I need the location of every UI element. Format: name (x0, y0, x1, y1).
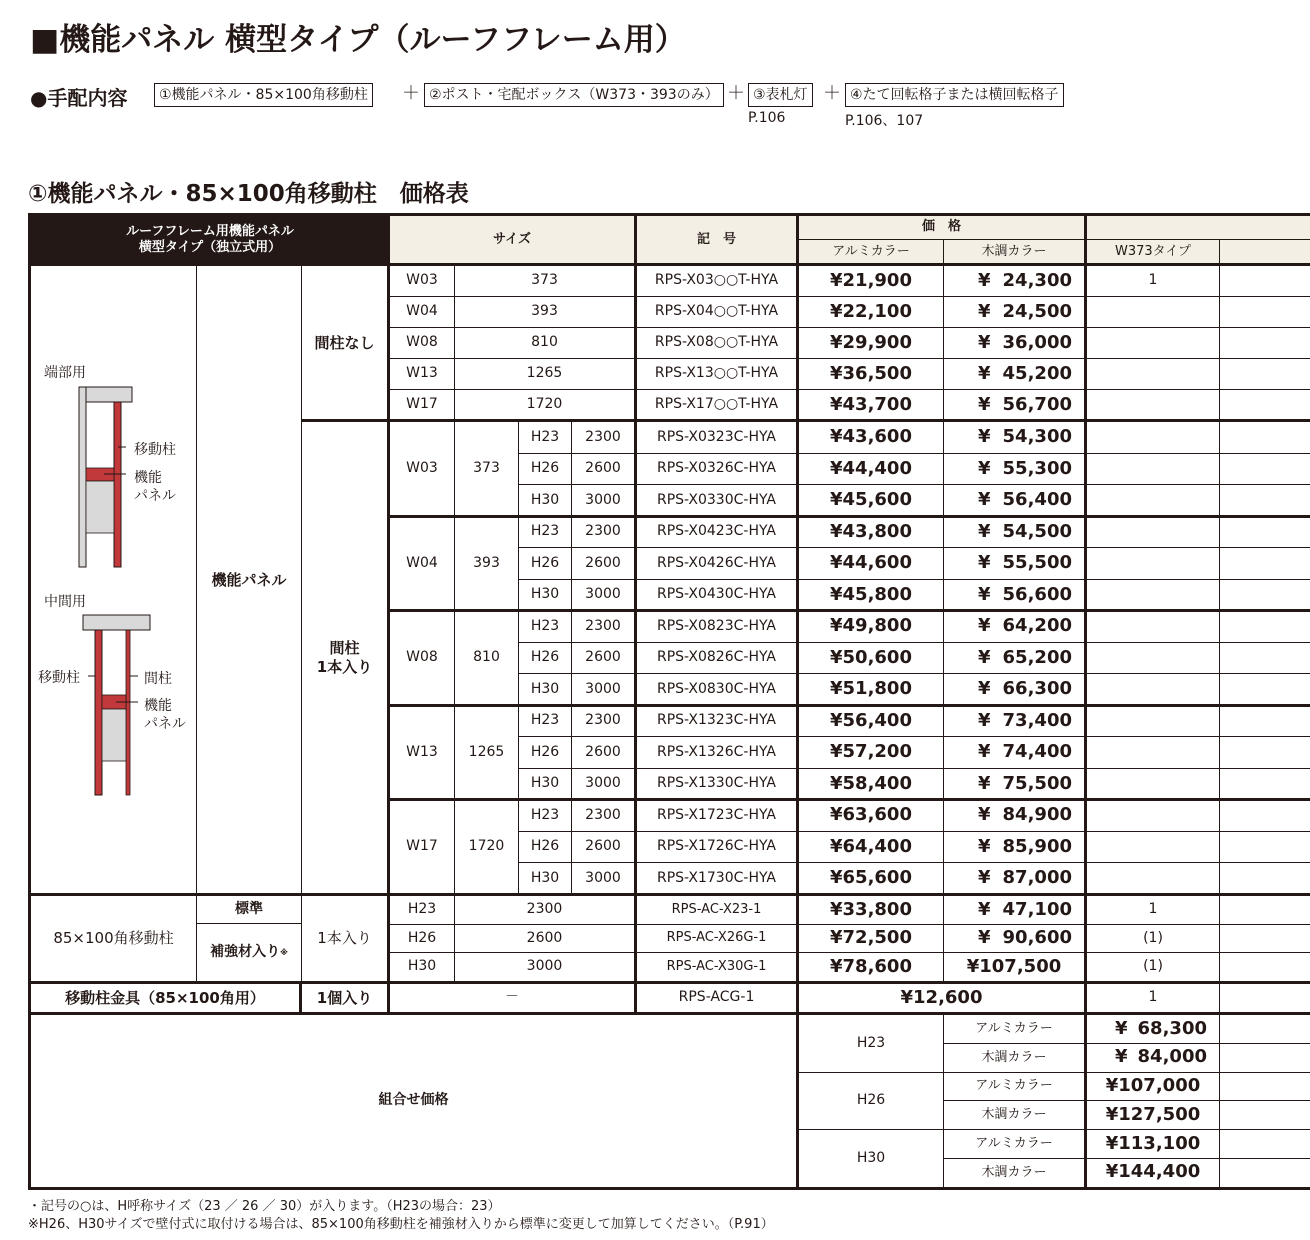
order-item-1: ①機能パネル・85×100角移動柱 (154, 83, 373, 107)
wp-code-2-0: RPS-X0823C-HYA (637, 611, 799, 643)
wp-wood-1-2: ¥ 56,600 (944, 580, 1087, 612)
wp-w373-0-1 (1087, 454, 1220, 486)
np-size-2: 810 (455, 328, 637, 359)
mp-h-1: H26 (390, 925, 455, 954)
with-post-label (302, 422, 390, 895)
mp-h-2: H30 (390, 953, 455, 982)
combo-extra-2-1 (1220, 1159, 1310, 1188)
wp-mm-1-2: 3000 (572, 580, 637, 612)
header-code: 記 号 (637, 216, 799, 265)
bracket-qty: 1個入り (302, 984, 390, 1013)
wp-extra-2-1 (1220, 643, 1310, 675)
mp-w373-2: (1) (1087, 953, 1220, 982)
with-post-label-line2: 1本入り (316, 658, 373, 676)
wp-mm-0-0: 2300 (572, 422, 637, 454)
wp-w373-2-0 (1087, 611, 1220, 643)
wp-h-2-0: H23 (519, 611, 572, 643)
combo-extra-0-1 (1220, 1044, 1310, 1073)
wp-wood-4-1: ¥ 85,900 (944, 832, 1087, 864)
mp-wood-0: ¥ 47,100 (944, 896, 1087, 925)
header-product (31, 216, 390, 265)
wp-alumi-0-0: ¥43,600 (799, 422, 944, 454)
wp-alumi-0-1: ¥44,400 (799, 454, 944, 486)
wp-w-2: W08 (390, 611, 455, 706)
np-alumi-2: ¥29,900 (799, 328, 944, 359)
wp-h-1-2: H30 (519, 580, 572, 612)
np-extra-4 (1220, 390, 1310, 421)
mp-wood-1: ¥ 90,600 (944, 925, 1087, 954)
np-code-0: RPS-X03○○T-HYA (637, 266, 799, 297)
np-wood-3: ¥ 45,200 (944, 359, 1087, 390)
order-item-3-page-ref: P.106 (748, 110, 786, 126)
wp-mm-3-0: 2300 (572, 706, 637, 738)
wp-size-0: 373 (455, 422, 519, 517)
np-w373-4 (1087, 390, 1220, 421)
header-product-line2: 横型タイプ（独立式用） (138, 240, 282, 255)
np-extra-0 (1220, 266, 1310, 297)
moving-post-standard: 標準 (197, 896, 302, 924)
bracket-code: RPS-ACG-1 (637, 984, 799, 1013)
wp-extra-0-2 (1220, 485, 1310, 517)
wp-code-0-0: RPS-X0323C-HYA (637, 422, 799, 454)
wp-w373-1-2 (1087, 580, 1220, 612)
np-alumi-0: ¥21,900 (799, 266, 944, 297)
mp-mm-1: 2600 (455, 925, 637, 954)
mp-extra-0 (1220, 896, 1310, 925)
np-w373-1 (1087, 297, 1220, 328)
wp-extra-0-0 (1220, 422, 1310, 454)
wp-w373-2-2 (1087, 674, 1220, 706)
wp-h-4-2: H30 (519, 863, 572, 895)
wp-h-3-1: H26 (519, 737, 572, 769)
np-wood-0: ¥ 24,300 (944, 266, 1087, 297)
header-price: 価 格 (799, 216, 1087, 240)
wp-code-3-0: RPS-X1323C-HYA (637, 706, 799, 738)
combo-wood-label-1: 木調カラー (944, 1101, 1087, 1130)
no-post-label: 間柱なし (302, 266, 390, 421)
diagram-middle-label: 中間用 (44, 594, 86, 610)
wp-code-1-2: RPS-X0430C-HYA (637, 580, 799, 612)
wp-wood-2-1: ¥ 65,200 (944, 643, 1087, 675)
wp-h-0-1: H26 (519, 454, 572, 486)
combo-alumi-label-0: アルミカラー (944, 1015, 1087, 1044)
wp-extra-0-1 (1220, 454, 1310, 486)
header-extra (1220, 240, 1310, 265)
wp-code-2-1: RPS-X0826C-HYA (637, 643, 799, 675)
wp-alumi-0-2: ¥45,600 (799, 485, 944, 517)
wp-mm-0-2: 3000 (572, 485, 637, 517)
combo-wood-price-0: ¥ 84,000 (1087, 1044, 1220, 1073)
np-w373-0: 1 (1087, 266, 1220, 297)
section-title: ①機能パネル・85×100角移動柱 価格表 (28, 181, 469, 207)
wp-w373-1-1 (1087, 548, 1220, 580)
wp-wood-3-2: ¥ 75,500 (944, 769, 1087, 801)
wp-wood-1-0: ¥ 54,500 (944, 517, 1087, 549)
wp-code-0-1: RPS-X0326C-HYA (637, 454, 799, 486)
wp-extra-1-1 (1220, 548, 1310, 580)
diagram-panel-label-4: パネル (144, 716, 186, 732)
mp-alumi-1: ¥72,500 (799, 925, 944, 954)
wp-alumi-2-1: ¥50,600 (799, 643, 944, 675)
wp-w373-0-2 (1087, 485, 1220, 517)
mp-mm-2: 3000 (455, 953, 637, 982)
plus-icon: ＋ (727, 83, 745, 104)
diagram-moving-post-label: 移動柱 (134, 442, 176, 458)
wp-alumi-4-2: ¥65,600 (799, 863, 944, 895)
combo-alumi-price-0: ¥ 68,300 (1087, 1015, 1220, 1044)
np-w-0: W03 (390, 266, 455, 297)
combo-alumi-label-1: アルミカラー (944, 1073, 1087, 1102)
combo-wood-label-0: 木調カラー (944, 1044, 1087, 1073)
wp-size-1: 393 (455, 517, 519, 612)
diagram-panel-label-2: パネル (134, 488, 176, 504)
wp-code-2-2: RPS-X0830C-HYA (637, 674, 799, 706)
wp-alumi-3-1: ¥57,200 (799, 737, 944, 769)
combo-h-0: H23 (799, 1015, 944, 1073)
header-wood: 木調カラー (944, 240, 1087, 265)
wp-h-1-0: H23 (519, 517, 572, 549)
wp-w373-3-2 (1087, 769, 1220, 801)
diagram-panel-label-1: 機能 (134, 470, 162, 486)
np-alumi-1: ¥22,100 (799, 297, 944, 328)
wp-code-4-2: RPS-X1730C-HYA (637, 863, 799, 895)
wp-alumi-2-0: ¥49,800 (799, 611, 944, 643)
wp-mm-0-1: 2600 (572, 454, 637, 486)
wp-mm-3-2: 3000 (572, 769, 637, 801)
combo-extra-1-1 (1220, 1101, 1310, 1130)
moving-post-reinforced: 補強材入り ※ (197, 924, 302, 982)
wp-size-4: 1720 (455, 800, 519, 895)
with-post-label-line1: 間柱 (329, 639, 360, 658)
note-1: ・記号の○は、H呼称サイズ（23 ／ 26 ／ 30）が入ります。（H23の場合：23） (28, 1199, 501, 1214)
wp-mm-1-0: 2300 (572, 517, 637, 549)
moving-post-qty: 1本入り (302, 896, 390, 982)
wp-h-3-2: H30 (519, 769, 572, 801)
order-item-2: ②ポスト・宅配ボックス（W373・393のみ） (424, 83, 724, 107)
mp-code-1: RPS-AC-X26G-1 (637, 925, 799, 954)
mp-wood-2: ¥107,500 (944, 953, 1087, 982)
order-item-4: ④たて回転格子または横回転格子 (845, 83, 1064, 107)
combo-label: 組合せ価格 (31, 1015, 799, 1187)
mp-alumi-2: ¥78,600 (799, 953, 944, 982)
combo-alumi-label-2: アルミカラー (944, 1130, 1087, 1159)
bracket-label: 移動柱金具（85×100角用） (31, 984, 302, 1013)
wp-wood-3-1: ¥ 74,400 (944, 737, 1087, 769)
wp-h-3-0: H23 (519, 706, 572, 738)
combo-extra-1-0 (1220, 1073, 1310, 1102)
np-extra-1 (1220, 297, 1310, 328)
wp-w373-4-2 (1087, 863, 1220, 895)
mp-extra-2 (1220, 953, 1310, 982)
wp-alumi-1-1: ¥44,600 (799, 548, 944, 580)
wp-w-1: W04 (390, 517, 455, 612)
mp-mm-0: 2300 (455, 896, 637, 925)
wp-code-1-1: RPS-X0426C-HYA (637, 548, 799, 580)
combo-extra-2-0 (1220, 1130, 1310, 1159)
diagram-panel-label-3: 機能 (144, 698, 172, 714)
combo-h-2: H30 (799, 1130, 944, 1188)
mp-alumi-0: ¥33,800 (799, 896, 944, 925)
np-extra-2 (1220, 328, 1310, 359)
wp-alumi-1-2: ¥45,800 (799, 580, 944, 612)
combo-alumi-price-2: ¥113,100 (1087, 1130, 1220, 1159)
wp-code-4-1: RPS-X1726C-HYA (637, 832, 799, 864)
wp-w373-3-0 (1087, 706, 1220, 738)
np-size-1: 393 (455, 297, 637, 328)
mp-code-2: RPS-AC-X30G-1 (637, 953, 799, 982)
plus-icon: ＋ (823, 83, 841, 104)
wp-mm-2-1: 2600 (572, 643, 637, 675)
np-w-2: W08 (390, 328, 455, 359)
wp-extra-3-0 (1220, 706, 1310, 738)
wp-w373-2-1 (1087, 643, 1220, 675)
wp-w373-0-0 (1087, 422, 1220, 454)
np-wood-2: ¥ 36,000 (944, 328, 1087, 359)
wp-mm-1-1: 2600 (572, 548, 637, 580)
np-size-3: 1265 (455, 359, 637, 390)
wp-code-1-0: RPS-X0423C-HYA (637, 517, 799, 549)
wp-h-0-0: H23 (519, 422, 572, 454)
wp-h-4-1: H26 (519, 832, 572, 864)
combo-extra-0-0 (1220, 1015, 1310, 1044)
np-w-3: W13 (390, 359, 455, 390)
header-extra-top (1087, 216, 1310, 240)
diagram-inter-post-label: 間柱 (144, 671, 172, 687)
mp-w373-1: (1) (1087, 925, 1220, 954)
wp-mm-2-0: 2300 (572, 611, 637, 643)
wp-w-0: W03 (390, 422, 455, 517)
wp-mm-2-2: 3000 (572, 674, 637, 706)
np-w373-3 (1087, 359, 1220, 390)
combo-wood-label-2: 木調カラー (944, 1159, 1087, 1188)
mp-extra-1 (1220, 925, 1310, 954)
wp-size-3: 1265 (455, 706, 519, 801)
wp-h-4-0: H23 (519, 800, 572, 832)
np-extra-3 (1220, 359, 1310, 390)
combo-h-1: H26 (799, 1073, 944, 1131)
order-item-4-page-ref: P.106、107 (845, 113, 924, 129)
mp-code-0: RPS-AC-X23-1 (637, 896, 799, 925)
order-contents-label: ●手配内容 (30, 86, 128, 110)
wp-wood-0-1: ¥ 55,300 (944, 454, 1087, 486)
plus-icon: ＋ (402, 83, 420, 104)
np-code-1: RPS-X04○○T-HYA (637, 297, 799, 328)
wp-extra-2-0 (1220, 611, 1310, 643)
wp-alumi-4-1: ¥64,400 (799, 832, 944, 864)
np-size-4: 1720 (455, 390, 637, 421)
np-wood-1: ¥ 24,500 (944, 297, 1087, 328)
wp-code-0-2: RPS-X0330C-HYA (637, 485, 799, 517)
order-item-3: ③表札灯 (748, 83, 813, 107)
wp-extra-2-2 (1220, 674, 1310, 706)
wp-extra-3-2 (1220, 769, 1310, 801)
table-bottom-border (28, 1187, 1310, 1190)
wp-extra-4-0 (1220, 800, 1310, 832)
wp-wood-0-2: ¥ 56,400 (944, 485, 1087, 517)
header-w373: W373タイプ (1087, 240, 1220, 265)
header-size: サイズ (390, 216, 637, 265)
wp-mm-4-1: 2600 (572, 832, 637, 864)
np-code-4: RPS-X17○○T-HYA (637, 390, 799, 421)
wp-wood-3-0: ¥ 73,400 (944, 706, 1087, 738)
wp-w373-4-0 (1087, 800, 1220, 832)
wp-w373-1-0 (1087, 517, 1220, 549)
bracket-price: ¥12,600 (799, 984, 1087, 1013)
page-title: ■機能パネル 横型タイプ（ルーフフレーム用） (30, 22, 686, 58)
wp-wood-4-2: ¥ 87,000 (944, 863, 1087, 895)
np-alumi-4: ¥43,700 (799, 390, 944, 421)
wp-w373-3-1 (1087, 737, 1220, 769)
header-product-line1: ルーフフレーム用機能パネル (126, 223, 294, 239)
wp-extra-1-0 (1220, 517, 1310, 549)
np-alumi-3: ¥36,500 (799, 359, 944, 390)
wp-extra-4-1 (1220, 832, 1310, 864)
wp-h-1-1: H26 (519, 548, 572, 580)
combo-wood-price-1: ¥127,500 (1087, 1101, 1220, 1130)
wp-wood-2-0: ¥ 64,200 (944, 611, 1087, 643)
np-code-3: RPS-X13○○T-HYA (637, 359, 799, 390)
wp-alumi-3-0: ¥56,400 (799, 706, 944, 738)
wp-code-3-1: RPS-X1326C-HYA (637, 737, 799, 769)
wp-wood-2-2: ¥ 66,300 (944, 674, 1087, 706)
combo-alumi-price-1: ¥107,000 (1087, 1073, 1220, 1102)
wp-alumi-1-0: ¥43,800 (799, 517, 944, 549)
category-panel: 機能パネル (197, 266, 302, 895)
bracket-w373: 1 (1087, 984, 1220, 1013)
mp-h-0: H23 (390, 896, 455, 925)
wp-h-2-1: H26 (519, 643, 572, 675)
wp-mm-4-0: 2300 (572, 800, 637, 832)
wp-alumi-2-2: ¥51,800 (799, 674, 944, 706)
wp-mm-3-1: 2600 (572, 737, 637, 769)
wp-wood-4-0: ¥ 84,900 (944, 800, 1087, 832)
wp-extra-1-2 (1220, 580, 1310, 612)
wp-alumi-4-0: ¥63,600 (799, 800, 944, 832)
wp-h-2-2: H30 (519, 674, 572, 706)
bracket-extra (1220, 984, 1310, 1013)
wp-w-4: W17 (390, 800, 455, 895)
diagram-end-label: 端部用 (44, 365, 86, 381)
np-w-4: W17 (390, 390, 455, 421)
header-alumi: アルミカラー (799, 240, 944, 265)
bracket-size: － (390, 984, 637, 1013)
diagram-cell (31, 266, 197, 895)
diagram-moving-post-label-2: 移動柱 (38, 670, 80, 686)
combo-wood-price-2: ¥144,400 (1087, 1159, 1220, 1188)
wp-w-3: W13 (390, 706, 455, 801)
wp-wood-0-0: ¥ 54,300 (944, 422, 1087, 454)
moving-post-label: 85×100角移動柱 (31, 896, 197, 982)
np-size-0: 373 (455, 266, 637, 297)
wp-extra-3-1 (1220, 737, 1310, 769)
np-w-1: W04 (390, 297, 455, 328)
wp-h-0-2: H30 (519, 485, 572, 517)
np-code-2: RPS-X08○○T-HYA (637, 328, 799, 359)
wp-wood-1-1: ¥ 55,500 (944, 548, 1087, 580)
wp-code-4-0: RPS-X1723C-HYA (637, 800, 799, 832)
wp-w373-4-1 (1087, 832, 1220, 864)
np-wood-4: ¥ 56,700 (944, 390, 1087, 421)
wp-extra-4-2 (1220, 863, 1310, 895)
wp-alumi-3-2: ¥58,400 (799, 769, 944, 801)
wp-mm-4-2: 3000 (572, 863, 637, 895)
note-2: ※H26、H30サイズで壁付式に取付ける場合は、85×100角移動柱を補強材入りから標準に変更して加算してください。（P.91） (28, 1217, 774, 1232)
wp-code-3-2: RPS-X1330C-HYA (637, 769, 799, 801)
mp-w373-0: 1 (1087, 896, 1220, 925)
wp-size-2: 810 (455, 611, 519, 706)
np-w373-2 (1087, 328, 1220, 359)
